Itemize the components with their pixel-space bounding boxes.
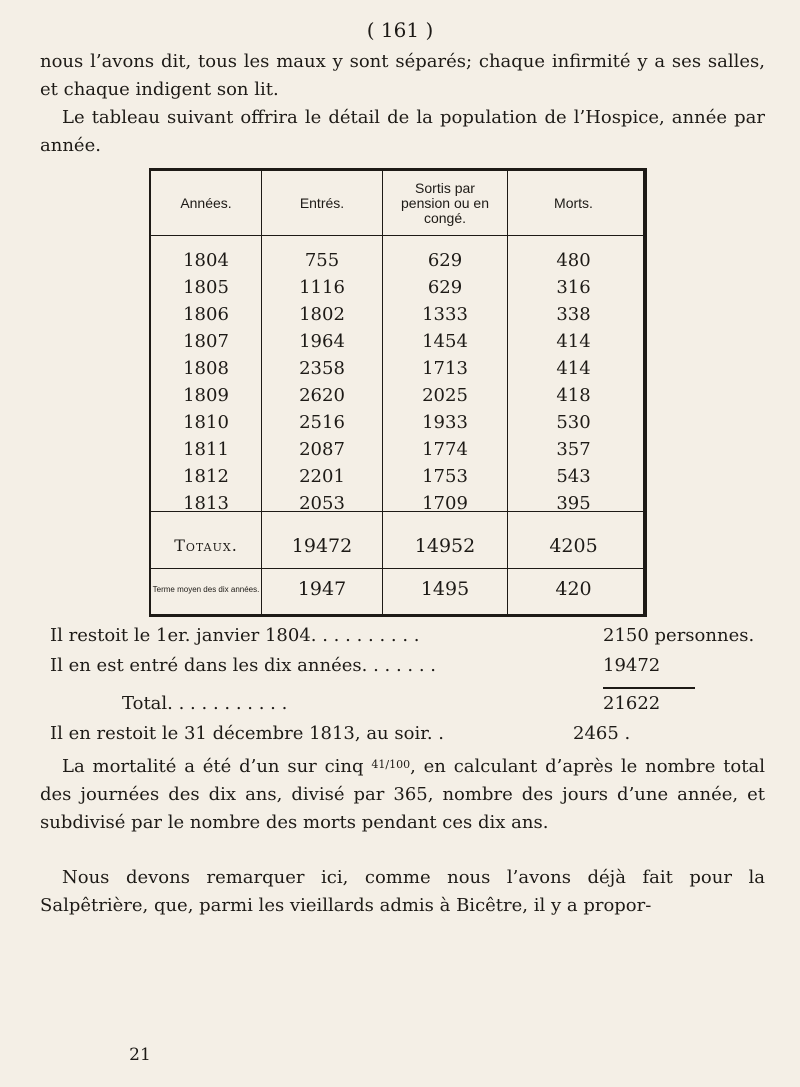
sortis-cell: 1333 [422,304,468,325]
year-cell: 1811 [183,439,229,460]
header-annees: Années. [180,194,232,211]
sortis-cell: 1774 [422,439,468,460]
sortis-cell: 1713 [422,358,468,379]
summary-value: 2465 . [573,723,631,744]
summary-line-start [50,622,768,650]
morts-column [508,247,639,517]
summary-label: Il restoit le 1er. janvier 1804. . . . . . . . . . [50,625,420,646]
entres-cell: 2087 [299,439,345,460]
sortis-cell: 1709 [422,493,468,514]
average-label: Terme moyen des dix années. [152,584,260,594]
signature-mark: 21 [129,1045,151,1065]
sortis-cell: 1933 [422,412,468,433]
mortality-text: La mortalité a été d’un sur cinq [62,756,364,777]
page-number: ( 161 ) [366,18,434,42]
entres-cell: 755 [304,250,340,271]
year-cell: 1808 [183,358,229,379]
totals-entres: 19472 [291,535,353,557]
summary-value: 19472 [603,655,661,676]
totals-label: Totaux. [174,536,238,555]
mortality-paragraph [40,751,765,837]
mortality-fraction: 41/100 [371,758,411,771]
average-entres: 1947 [297,578,347,600]
summary-line-remaining [50,720,768,748]
year-cell: 1813 [183,493,229,514]
morts-cell: 414 [556,331,591,352]
header-entres: Entrés. [299,194,345,211]
sortis-cell: 629 [427,250,463,271]
totals-sortis: 14952 [414,535,476,557]
population-table [149,168,647,617]
year-cell: 1807 [183,331,229,352]
remark-paragraph: Nous devons remarquer ici, comme nous l’avons déjà fait pour la Salpêtrière, que, parmi les vieillards admis à Bicêtre, il y a propor- [40,867,765,916]
intro-paragraph: nous l’avons dit, tous les maux y sont séparés; chaque infirmité y a ses salles, et chaque indigent son lit. [40,51,765,100]
entres-cell: 2358 [299,358,345,379]
morts-cell: 543 [556,466,591,487]
year-cell: 1806 [183,304,229,325]
morts-cell: 418 [556,385,591,406]
summary-line-total [50,690,768,718]
morts-cell: 316 [556,277,591,298]
entres-cell: 2053 [299,493,345,514]
summary-label: Il en est entré dans les dix années. . . . . . . [50,655,437,676]
sum-rule [603,687,695,689]
entres-cell: 2201 [299,466,345,487]
year-cell: 1804 [183,250,229,271]
sortis-cell: 629 [427,277,463,298]
summary-label: Il en restoit le 31 décembre 1813, au soir. . [50,723,444,744]
average-sortis: 1495 [420,578,470,600]
year-cell: 1810 [183,412,229,433]
morts-cell: 338 [556,304,591,325]
year-cell: 1812 [183,466,229,487]
summary-label: Total. . . . . . . . . . . [122,693,288,714]
year-cell: 1809 [183,385,229,406]
entres-cell: 1802 [299,304,345,325]
morts-cell: 357 [556,439,591,460]
morts-cell: 395 [556,493,591,514]
mortality-text-cont: , en calculant d’après le nombre total des journées des dix ans, divisé par 365, nombre des jours d’une année, et subdivisé par le nombre des morts pendant ces dix ans. [40,756,765,833]
entres-column [262,247,382,517]
entres-cell: 2516 [299,412,345,433]
entres-cell: 1964 [299,331,345,352]
morts-cell: 414 [556,358,591,379]
header-sortis: Sortis par pension ou en congé. [401,179,489,226]
average-morts: 420 [555,578,592,600]
entres-cell: 1116 [299,277,345,298]
sortis-cell: 2025 [422,385,468,406]
year-cell: 1805 [183,277,229,298]
totals-rule [151,568,643,569]
entres-cell: 2620 [299,385,345,406]
summary-line-entered [50,652,768,680]
sortis-column [383,247,507,517]
morts-cell: 530 [556,412,591,433]
intro-paragraph-2: Le tableau suivant offrira le détail de la population de l’Hospice, année par année. [40,107,765,156]
sortis-cell: 1753 [422,466,468,487]
morts-cell: 480 [556,250,591,271]
summary-value: 2150 personnes. [603,625,755,646]
header-morts: Morts. [554,194,593,211]
summary-value: 21622 [603,693,661,714]
totals-morts: 4205 [549,535,598,557]
years-column [151,247,261,517]
sortis-cell: 1454 [422,331,468,352]
header-rule [151,235,643,236]
